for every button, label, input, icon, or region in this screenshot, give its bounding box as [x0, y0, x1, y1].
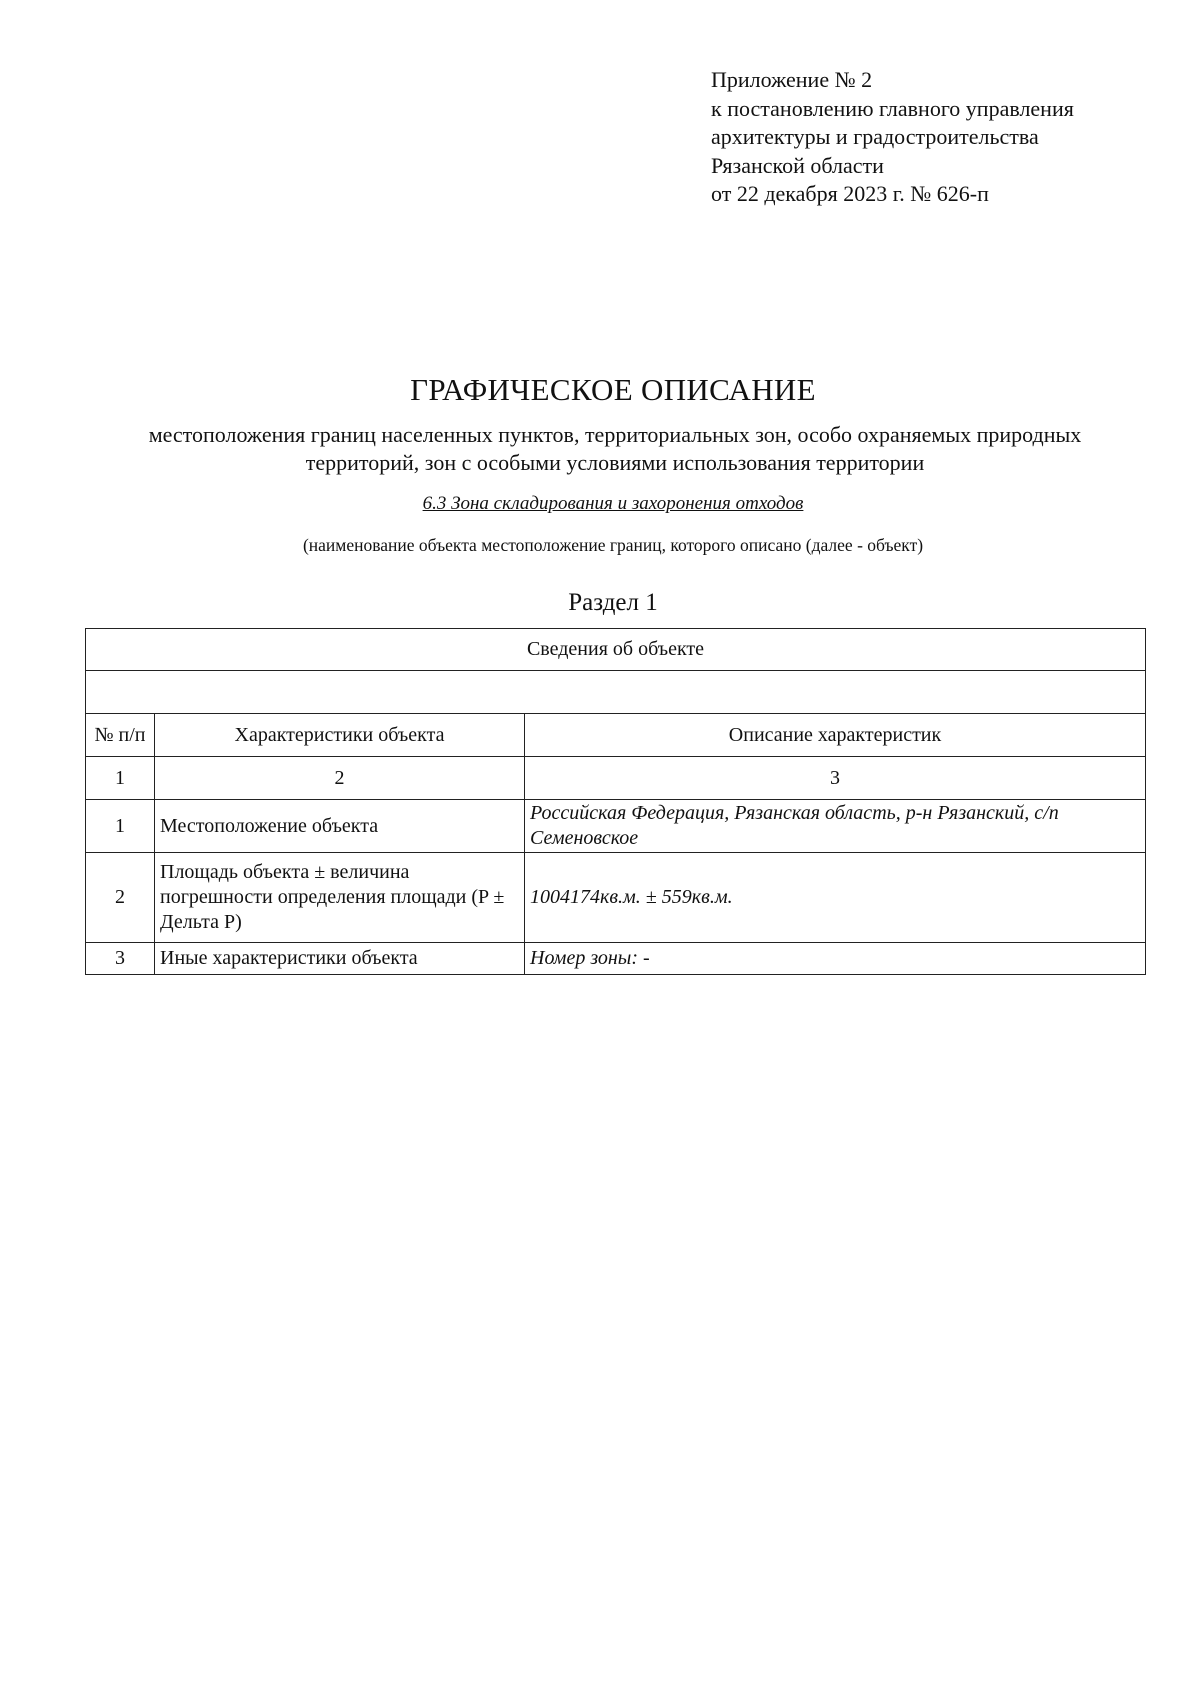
object-name: [0, 492, 1200, 516]
column-number: 2: [155, 757, 525, 800]
table-empty-cell: [86, 671, 1146, 714]
attachment-line: Приложение № 2: [711, 67, 873, 92]
table-row: [86, 943, 1146, 975]
attachment-line: от 22 декабря 2023 г. № 626-п: [711, 181, 989, 206]
row-description: 1004174кв.м. ± 559кв.м.: [525, 853, 1146, 943]
row-characteristic: Иные характеристики объекта: [155, 943, 525, 975]
row-characteristic: Местоположение объекта: [155, 800, 525, 853]
column-header-description: Описание характеристик: [525, 714, 1146, 757]
section-title: Раздел 1: [568, 589, 658, 616]
column-header-characteristic: Характеристики объекта: [155, 714, 525, 757]
table-header-row: [86, 629, 1146, 671]
table-row: [86, 853, 1146, 943]
column-number: 3: [525, 757, 1146, 800]
document-subtitle: местоположения границ населенных пунктов, территориальных зон, особо охраняемых природных территорий, зон с особыми условиями использования территории: [148, 422, 1082, 475]
row-number: 1: [86, 800, 155, 853]
row-number: 3: [86, 943, 155, 975]
document-title: ГРАФИЧЕСКОЕ ОПИСАНИЕ: [410, 372, 816, 407]
row-characteristic: Площадь объекта ± величина погрешности определения площади (P ± Дельта P): [155, 853, 525, 943]
table-empty-row: [86, 671, 1146, 714]
attachment-note: [711, 66, 1074, 209]
attachment-line: к постановлению главного управления: [711, 95, 1074, 121]
object-name-text: 6.3 Зона складирования и захоронения отходов: [422, 493, 804, 514]
column-header-number: № п/п: [86, 714, 155, 757]
row-description: Российская Федерация, Рязанская область, р-н Рязанский, с/п Семеновское: [525, 800, 1146, 853]
column-number: 1: [86, 757, 155, 800]
object-info-table: [85, 628, 1146, 975]
attachment-line: архитектуры и градостроительства: [711, 124, 1039, 149]
table-column-numbers: [86, 757, 1146, 800]
table-header: Сведения об объекте: [86, 629, 1146, 671]
table-column-headers: [86, 714, 1146, 757]
row-number: 2: [86, 853, 155, 943]
attachment-line: Рязанской области: [711, 152, 884, 178]
table-row: [86, 800, 1146, 853]
row-description: Номер зоны: -: [525, 943, 1146, 975]
object-name-caption: (наименование объекта местоположение границ, которого описано (далее - объект): [302, 535, 924, 555]
